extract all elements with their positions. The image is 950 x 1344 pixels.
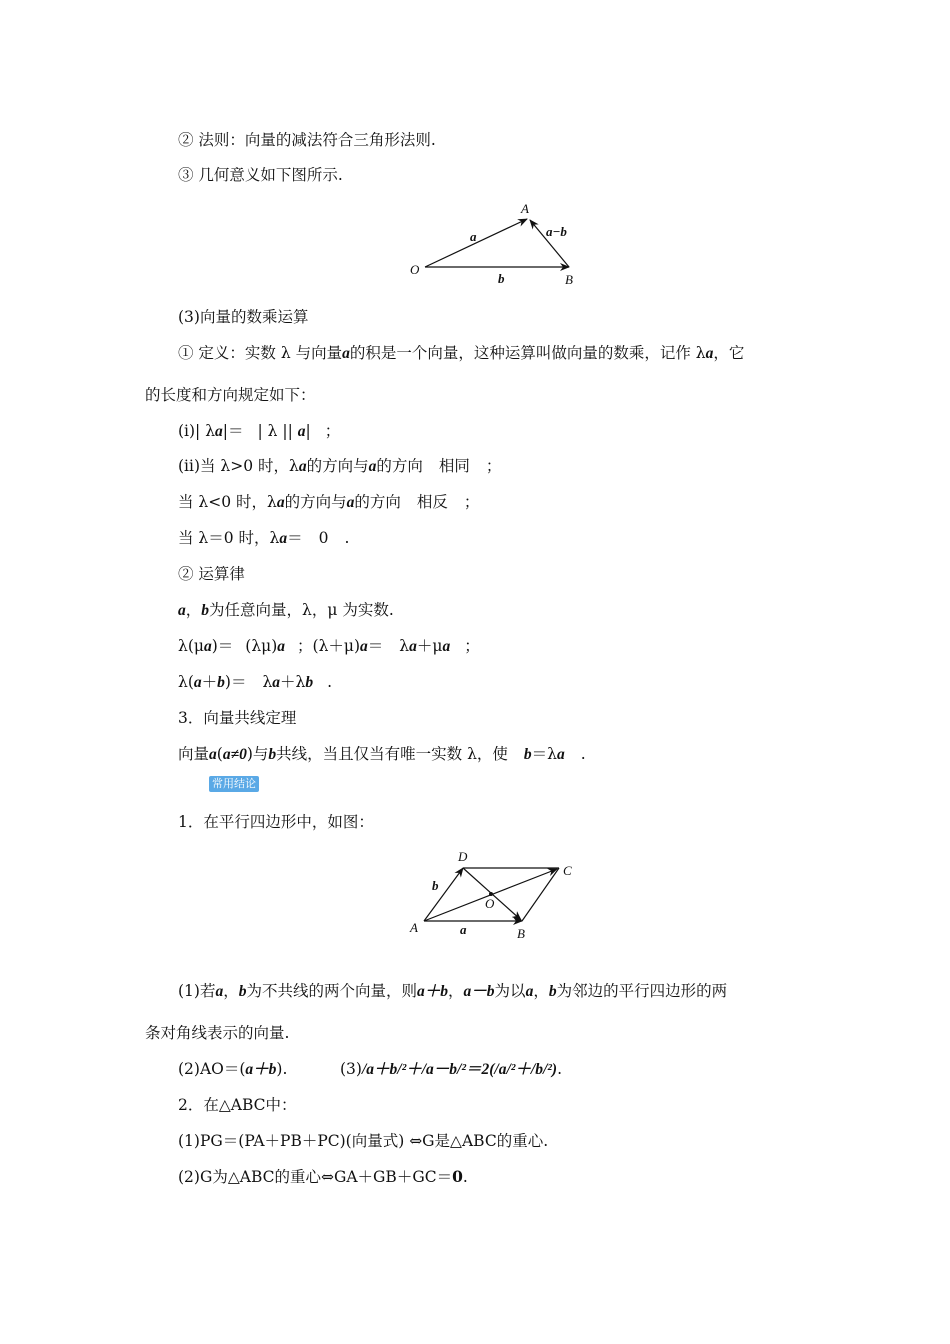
- label-A: A: [521, 201, 529, 216]
- geometric-meaning: ③ 几何意义如下图所示.: [178, 166, 343, 184]
- common-conclusions-tag: 常用结论: [209, 776, 259, 792]
- law-variables: a，b为任意向量，λ，μ 为实数.: [178, 601, 394, 619]
- triangle-heading: 2．在△ABC中：: [178, 1096, 297, 1114]
- law-distributive: λ(a＋b)＝ λa＋λb .: [178, 673, 333, 691]
- label-D: D: [458, 849, 468, 864]
- conclusion-1-continued: 条对角线表示的向量.: [145, 1024, 290, 1042]
- label-a: a: [460, 922, 467, 937]
- centroid-1: (1)PG＝(PA＋PB＋PC)(向量式) ⇔G是△ABC的重心.: [178, 1132, 549, 1150]
- label-B: B: [517, 926, 525, 941]
- centroid-2: (2)G为△ABC的重心⇔GA＋GB＋GC＝0.: [178, 1167, 468, 1186]
- subtraction-figure: [400, 195, 590, 290]
- conclusion-3: (3)/a＋b/²＋/a－b/²＝2(/a/²＋/b/²).: [340, 1060, 563, 1078]
- collinear-theorem: 向量a(a≠0)与b共线，当且仅当有唯一实数 λ，使 b＝λa .: [178, 745, 586, 763]
- parallelogram-figure: [400, 845, 590, 945]
- rule-negative: 当 λ<0 时，λa的方向与a的方向 相反 ；: [178, 493, 480, 511]
- label-a-minus-b: a−b: [546, 224, 567, 239]
- definition-line: ① 定义：实数 λ 与向量a的积是一个向量，这种运算叫做向量的数乘，记作 λa，它: [178, 344, 745, 362]
- conclusion-2: (2)AO＝(a＋b).: [178, 1060, 288, 1078]
- definition-continued: 的长度和方向规定如下：: [145, 386, 316, 404]
- law-heading: ② 运算律: [178, 565, 245, 583]
- rule-i: (ⅰ)| λa|＝ | λ || a| ；: [178, 422, 341, 440]
- rule-ii: (ⅱ)当 λ>0 时，λa的方向与a的方向 相同 ；: [178, 457, 502, 475]
- scalar-heading: (3)向量的数乘运算: [178, 308, 309, 326]
- collinear-heading: 3．向量共线定理: [178, 709, 297, 727]
- law-associative: λ(μa)＝ (λμ)a ；(λ＋μ)a＝ λa＋μa ；: [178, 637, 480, 655]
- label-a: a: [470, 229, 477, 244]
- label-b: b: [432, 878, 439, 893]
- label-B: B: [565, 272, 573, 287]
- subtraction-rule: ② 法则：向量的减法符合三角形法则.: [178, 131, 436, 149]
- rule-zero: 当 λ＝0 时，λa＝ 0 .: [178, 529, 350, 547]
- label-O: O: [410, 262, 420, 277]
- label-C: C: [563, 863, 572, 878]
- conclusion-1: (1)若a，b为不共线的两个向量，则a＋b，a－b为以a，b为邻边的平行四边形的两: [178, 982, 728, 1000]
- label-b: b: [498, 271, 505, 286]
- parallelogram-heading: 1．在平行四边形中，如图：: [178, 813, 374, 831]
- label-A: A: [410, 920, 418, 935]
- label-O: O: [485, 896, 495, 911]
